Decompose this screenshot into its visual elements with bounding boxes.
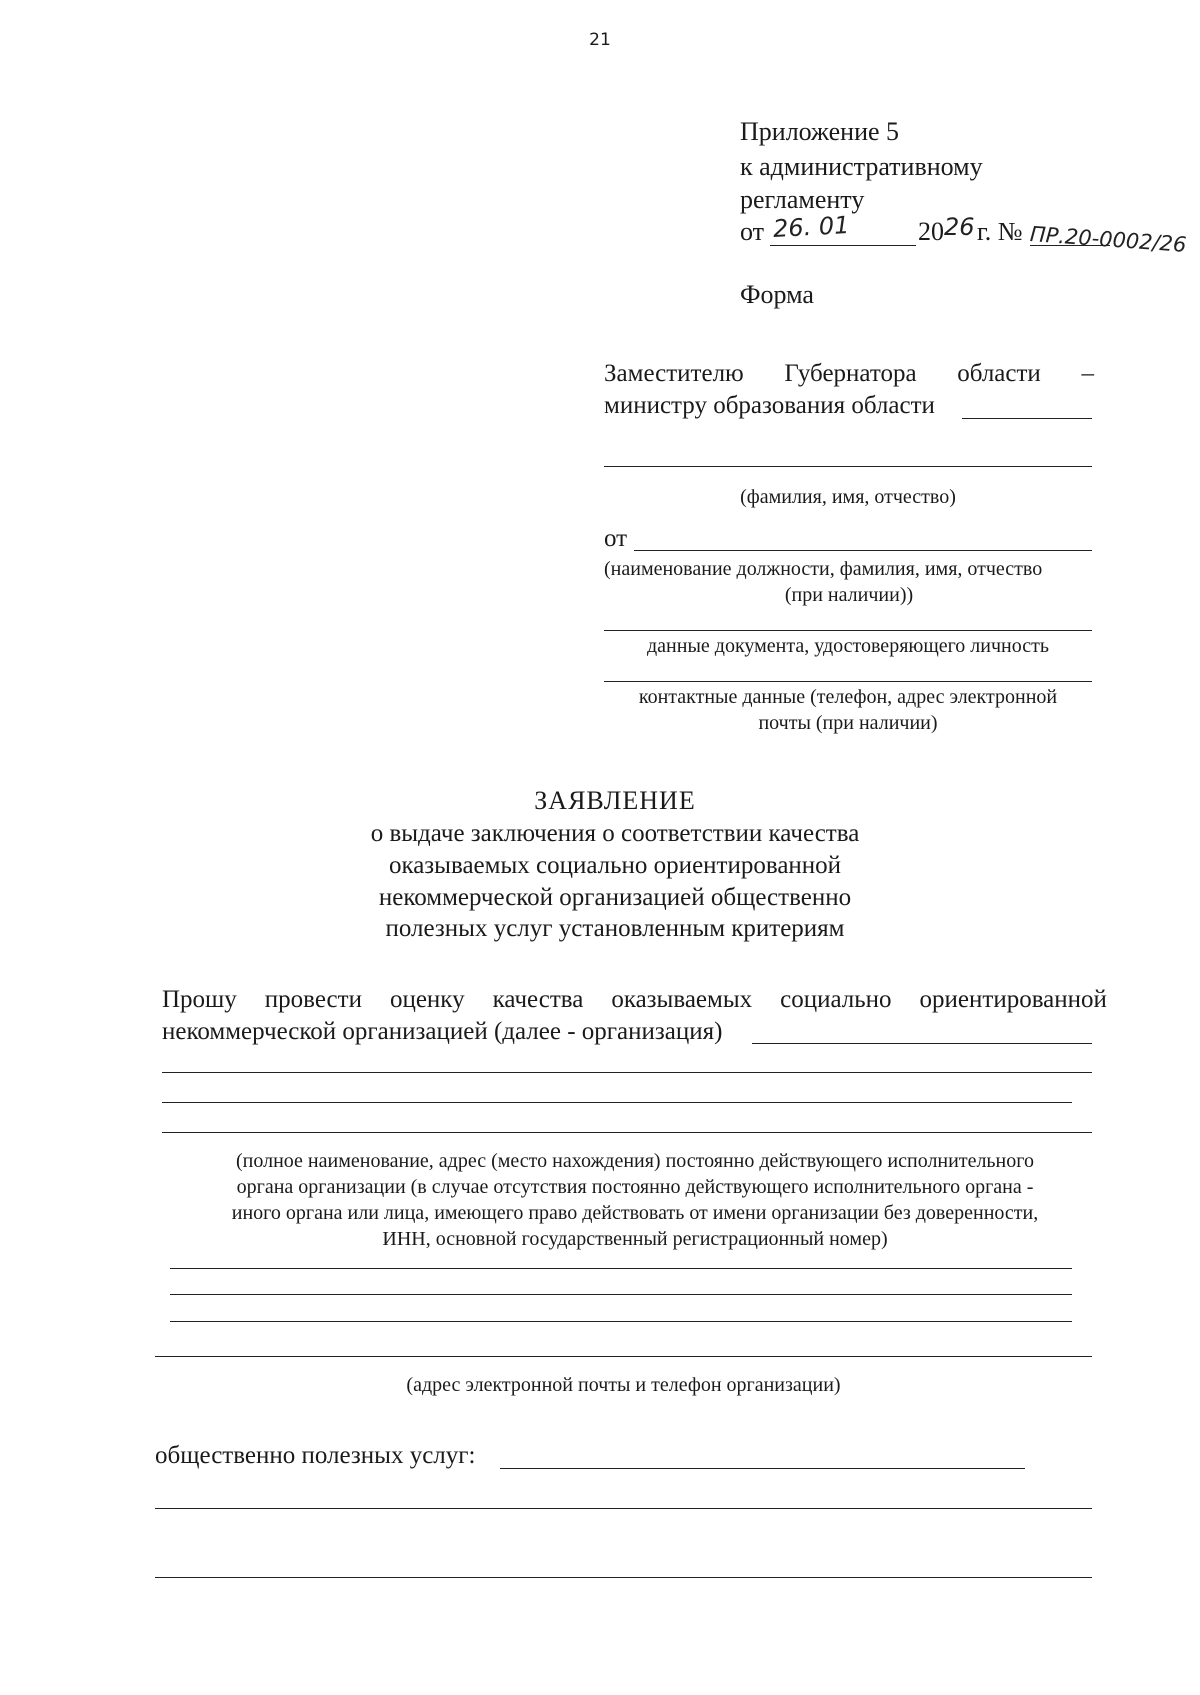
addressee-underline-1	[962, 418, 1092, 419]
contact-caption-1: контактные данные (телефон, адрес электронной	[638, 686, 1058, 708]
org-name-line-1	[162, 1072, 1092, 1073]
number-prefix: г. №	[977, 217, 1023, 246]
position-caption-1: (наименование должности, фамилия, имя, отчество	[604, 558, 1043, 580]
contact-line	[604, 681, 1092, 682]
org-caption-3: иного органа или лица, имеющего право действовать от имени организации без доверенности,	[231, 1202, 1039, 1224]
handwritten-year: 26	[944, 213, 975, 241]
handwritten-number: ПР.20-0002/26	[1029, 222, 1188, 257]
org-extra-line-1	[170, 1268, 1072, 1269]
org-extra-line-2	[170, 1294, 1072, 1295]
org-caption-4: ИНН, основной государственный регистрационный номер)	[382, 1228, 888, 1250]
email-caption: (адрес электронной почты и телефон организации)	[406, 1374, 841, 1396]
org-caption-2: органа организации (в случае отсутствия постоянно действующего исполнительного органа -	[236, 1176, 1034, 1198]
title-line-1: о выдаче заключения о соответствии качества	[370, 820, 860, 847]
date-underline	[770, 245, 916, 246]
document-heading: ЗАЯВЛЕНИЕ	[534, 786, 696, 815]
from-label: от	[604, 525, 628, 552]
email-line	[155, 1356, 1092, 1357]
appendix-line-2: к административному	[740, 152, 983, 181]
title-line-4: полезных услуг установленным критериям	[385, 915, 845, 942]
addressee-word: области	[957, 360, 1041, 387]
appendix-line-3: регламенту	[740, 185, 865, 214]
services-line-2	[155, 1577, 1092, 1578]
services-line-0	[500, 1468, 1025, 1469]
fio-caption: (фамилия, имя, отчество)	[740, 486, 956, 508]
addressee-word: Губернатора	[784, 360, 917, 387]
request-word: оказываемых	[611, 986, 753, 1013]
title-line-2: оказываемых социально ориентированной	[388, 852, 842, 879]
contact-caption-2: почты (при наличии)	[758, 712, 938, 734]
org-extra-line-3	[170, 1321, 1072, 1322]
request-word: качества	[492, 986, 584, 1013]
org-name-line-0	[752, 1043, 1092, 1044]
form-label: Форма	[740, 280, 814, 309]
addressee-word: Заместителю	[604, 360, 744, 387]
position-caption-2: (при наличии))	[784, 584, 914, 606]
request-word: провести	[264, 986, 362, 1013]
services-line-1	[155, 1508, 1092, 1509]
addressee-line-1	[604, 358, 1094, 390]
date-prefix: от	[740, 217, 765, 246]
title-line-3: некоммерческой организацией общественно	[378, 884, 852, 911]
org-name-line-2	[162, 1102, 1072, 1103]
addressee-word: –	[1081, 360, 1094, 387]
request-word: социально	[780, 986, 892, 1013]
services-label: общественно полезных услуг:	[155, 1442, 476, 1469]
from-line	[634, 550, 1092, 551]
org-caption-1: (полное наименование, адрес (место нахождения) постоянно действующего исполнительного	[236, 1150, 1034, 1172]
request-word: Прошу	[162, 986, 237, 1013]
year-prefix: 20	[918, 217, 944, 246]
id-caption: данные документа, удостоверяющего личность	[647, 635, 1049, 657]
addressee-fio-line	[604, 466, 1092, 467]
page-number: 21	[589, 30, 611, 50]
request-word: ориентированной	[919, 986, 1107, 1013]
request-word: оценку	[389, 986, 465, 1013]
id-line	[604, 630, 1092, 631]
addressee-line-2: министру образования области	[604, 392, 935, 419]
org-name-line-3	[162, 1132, 1092, 1133]
request-line-1	[162, 984, 1107, 1016]
handwritten-date: 26. 01	[772, 211, 851, 243]
appendix-title: Приложение 5	[740, 117, 900, 146]
request-line-2: некоммерческой организацией (далее - организация)	[162, 1018, 723, 1045]
